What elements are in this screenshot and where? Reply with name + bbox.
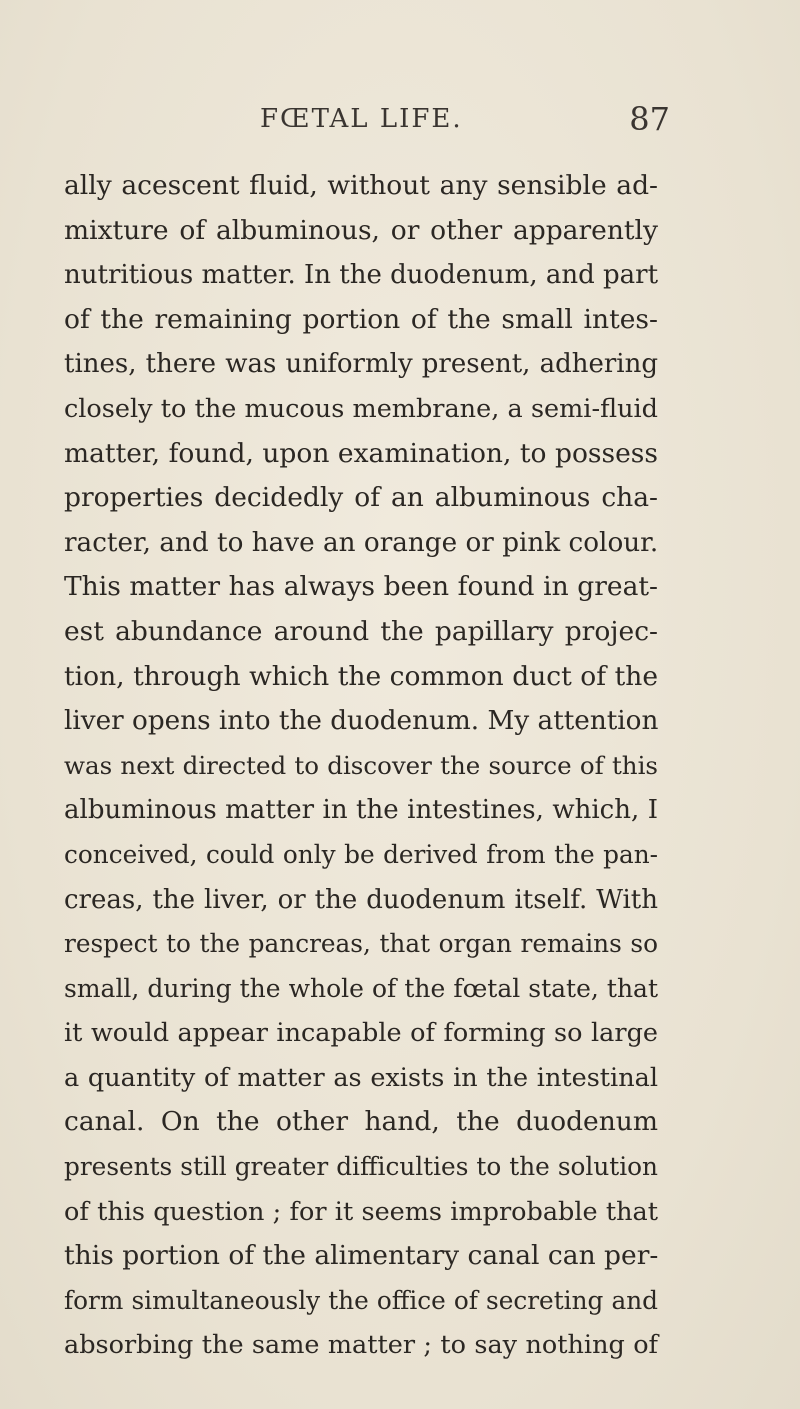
text-line: absorbing the same matter ; to say nothing of <box>64 1330 658 1361</box>
text-line: albuminous matter in the intestines, which, I <box>64 795 658 826</box>
running-head-title: FŒTAL LIFE. <box>260 104 463 134</box>
text-line: this portion of the alimentary canal can per- <box>64 1240 659 1272</box>
text-line: matter, found, upon examination, to possess <box>64 437 658 469</box>
text-line: properties decidedly of an albuminous cha- <box>64 482 658 514</box>
text-line: conceived, could only be derived from the pan- <box>64 839 658 869</box>
text-line: nutritious matter. In the duodenum, and part <box>64 260 659 291</box>
text-line: respect to the pancreas, that organ remains so <box>64 929 658 959</box>
text-line: mixture of albuminous, or other apparently <box>64 214 658 246</box>
text-line: racter, and to have an orange or pink colour. <box>64 527 659 558</box>
text-line: it would appear incapable of forming so large <box>64 1018 658 1049</box>
text-line: tines, there was uniformly present, adhering <box>64 349 658 380</box>
text-line: liver opens into the duodenum. My attention <box>64 706 659 737</box>
text-line: a quantity of matter as exists in the intestinal <box>64 1062 658 1093</box>
text-line: This matter has always been found in great- <box>64 571 658 603</box>
text-line: of the remaining portion of the small intes- <box>64 303 658 335</box>
running-head <box>64 100 670 144</box>
text-line: presents still greater difficulties to the solution <box>64 1152 658 1182</box>
text-line: of this question ; for it seems improbable that <box>64 1196 658 1227</box>
text-line: tion, through which the common duct of the <box>64 660 658 692</box>
text-line: canal. On the other hand, the duodenum <box>64 1106 658 1138</box>
text-line: ally acescent fluid, without any sensible ad- <box>64 170 658 201</box>
text-line: est abundance around the papillary projec- <box>64 615 658 647</box>
text-line: creas, the liver, or the duodenum itself. With <box>64 884 658 915</box>
text-line: small, during the whole of the fœtal state, that <box>64 973 658 1003</box>
body-text <box>64 164 658 1368</box>
text-line: form simultaneously the office of secreting and <box>64 1285 658 1315</box>
text-line: was next directed to discover the source of this <box>64 750 658 780</box>
text-line: closely to the mucous membrane, a semi-fluid <box>64 393 658 424</box>
page-number: 87 <box>629 100 670 138</box>
